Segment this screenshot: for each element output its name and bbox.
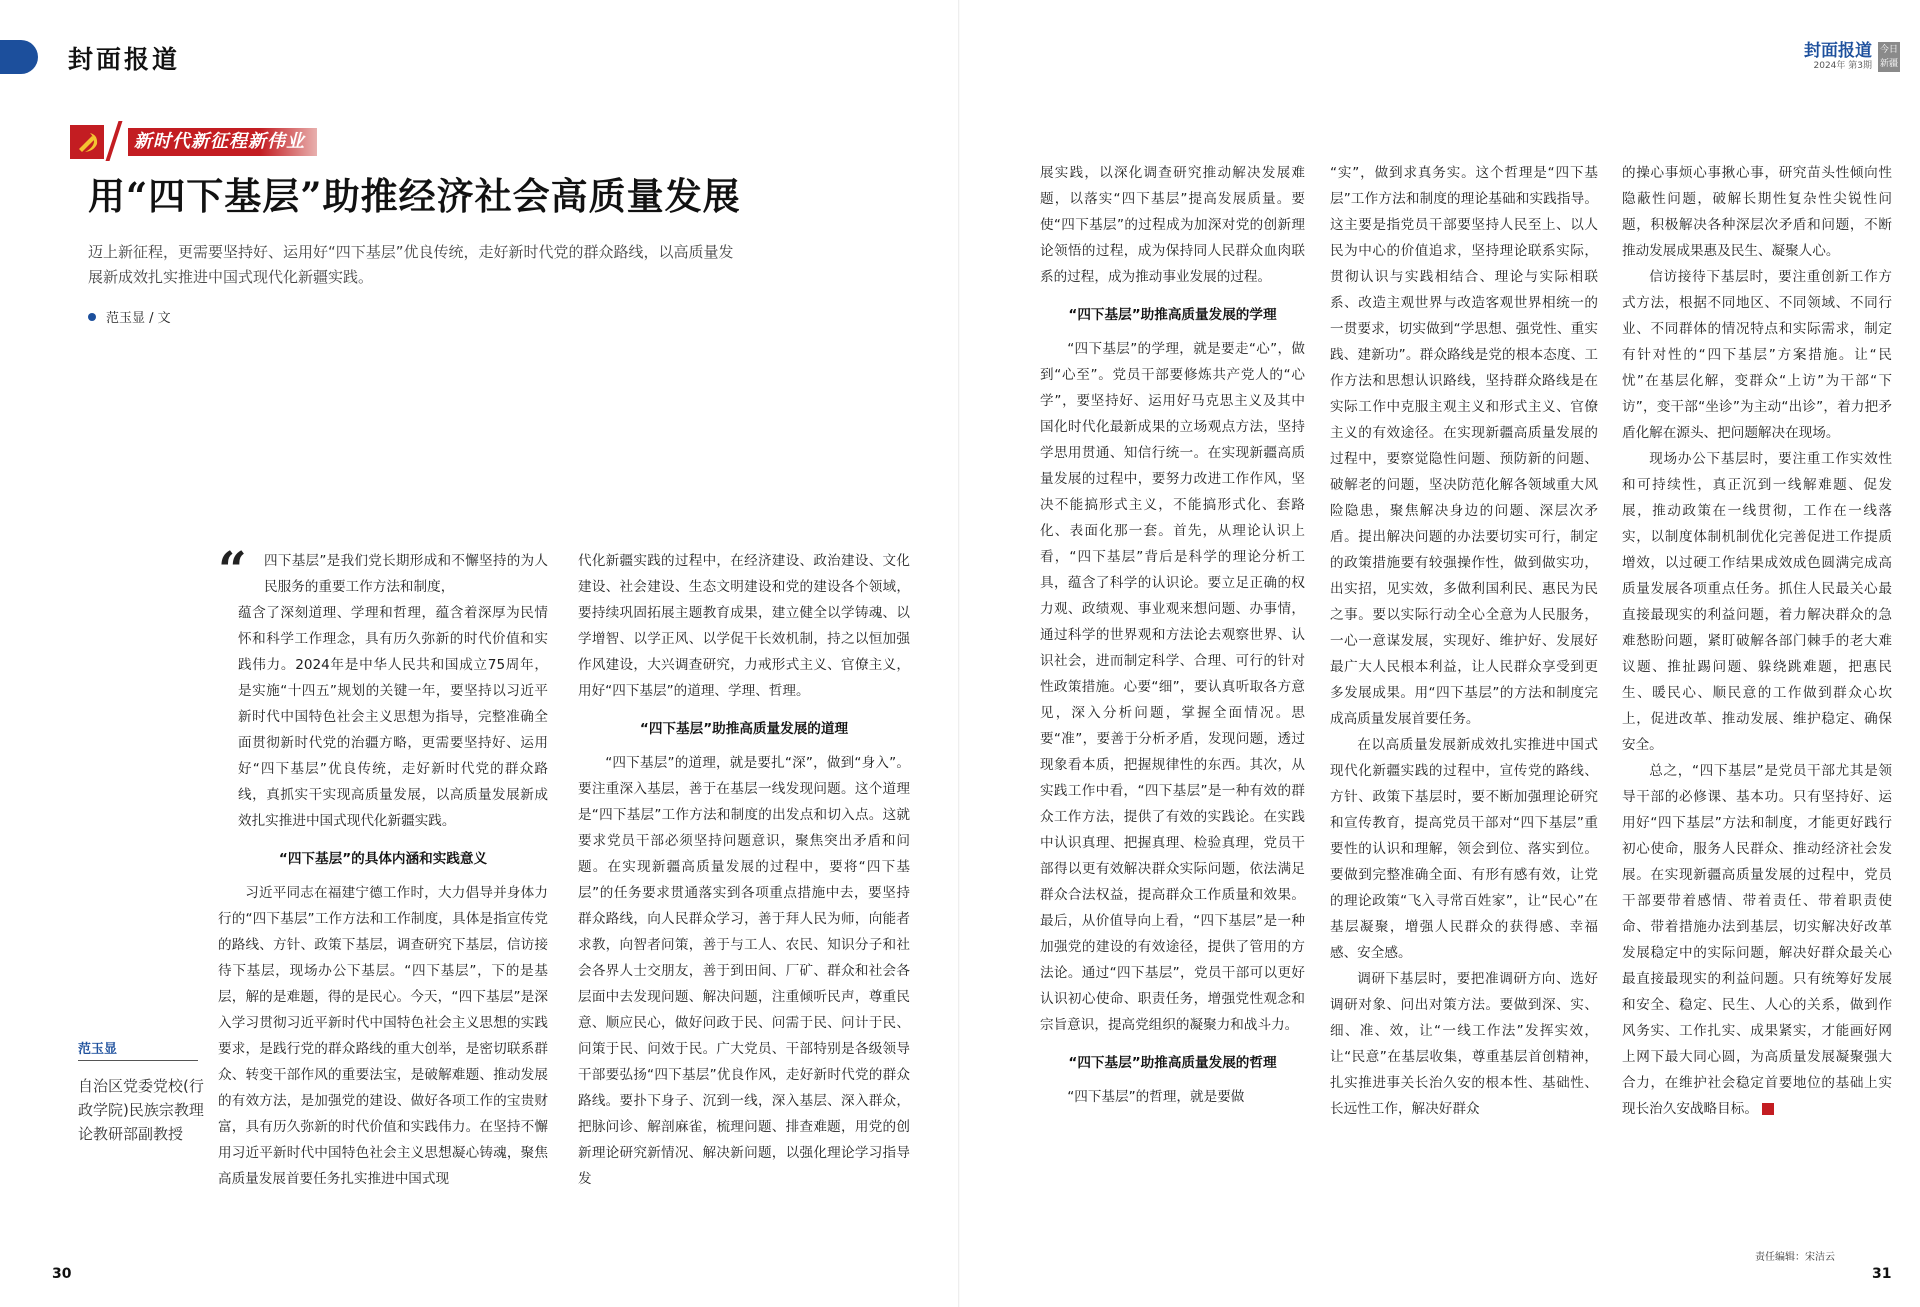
author-description: 自治区党委党校(行政学院)民族宗教理论教研部副教授 <box>78 1077 204 1143</box>
paragraph: “四下基层”的哲理，就是要做 <box>1067 1089 1245 1105</box>
quote-mark-icon: “ <box>218 540 247 599</box>
author-name: 范玉显 <box>78 1042 118 1057</box>
party-emblem-icon <box>70 125 104 159</box>
page-number-left: 30 <box>52 1266 72 1282</box>
column-2 <box>578 548 910 1192</box>
paragraph <box>1622 758 1892 1122</box>
paragraph: 四下基层”是我们党长期形成和不懈坚持的为人民服务的重要工作方法和制度， <box>264 553 548 595</box>
paragraph: 展实践，以深化调查研究推动解决发展难题，以落实“四下基层”提高发展质量。要使“四下基层”的过程成为加深对党的创新理论领悟的过程，成为保持同人民群众血肉联系的过程，成为推动事业发展的过程。 <box>1040 165 1305 285</box>
column-1 <box>218 540 548 1192</box>
paragraph: 代化新疆实践的过程中，在经济建设、政治建设、文化建设、社会建设、生态文明建设和党的建设各个领域，要持续巩固拓展主题教育成果，建立健全以学铸魂、以学增智、以学正风、以学促干长效机制，持之以恒加强作风建设，大兴调查研究，力戒形式主义、官僚主义，用好“四下基层”的道理、学理、哲理。 <box>578 553 910 699</box>
banner-slash <box>106 121 123 161</box>
editor-credit: 责任编辑：宋洁云 <box>1755 1252 1835 1263</box>
column-5 <box>1622 160 1892 1122</box>
subheading: “四下基层”的具体内涵和实践意义 <box>278 851 488 867</box>
paragraph: 在以高质量发展新成效扎实推进中国式现代化新疆实践的过程中，宣传党的路线、方针、政策下基层时，要不断加强理论研究和宣传教育，提高党员干部对“四下基层”重要性的认识和理解，领会到位、落实到位。要做到完整准确全面、有形有感有效，让党的理论政策“飞入寻常百姓家”，让“民心”在基层凝聚，增强人民群众的获得感、幸福感、安全感。 <box>1330 737 1598 961</box>
article-lead: 迈上新征程，更需要坚持好、运用好“四下基层”优良传统，走好新时代党的群众路线，以高质量发展新成效扎实推进中国式现代化新疆实践。 <box>88 243 734 286</box>
section-label: 封面报道 <box>68 45 181 74</box>
paragraph: 调研下基层时，要把准调研方向、选好调研对象、问出对策方法。要做到深、实、细、准、效，让“一线工作法”发挥实效，让“民意”在基层收集，尊重基层首创精神，扎实推进事关长治久安的根本性、基础性、长远性工作，解决好群众 <box>1330 971 1598 1117</box>
page-number-right: 31 <box>1872 1266 1892 1282</box>
paragraph: 的操心事烦心事揪心事，研究苗头性倾向性隐蔽性问题，破解长期性复杂性尖锐性问题，积极解决各种深层次矛盾和问题，不断推动发展成果惠及民生、凝聚人心。 <box>1622 165 1892 259</box>
byline-text: 范玉显 / 文 <box>106 311 171 326</box>
paragraph: “四下基层”的道理，就是要扎“深”，做到“身入”。要注重深入基层，善于在基层一线发现问题。这个道理是“四下基层”工作方法和制度的出发点和切入点。这就要求党员干部必须坚持问题意识，聚焦突出矛盾和问题。在实现新疆高质量发展的过程中，要将“四下基层”的任务要求贯通落实到各项重点措施中去，要坚持群众路线，向人民群众学习，善于拜人民为师，向能者求教，向智者问策，善于与工人、农民、知识分子和社会各界人士交朋友，善于到田间、厂矿、群众和社会各层面中去发现问题、解决问题，注重倾听民声，尊重民意、顺应民心，做好问政于民、问需于民、问计于民、问策于民、问效于民。广大党员、干部特别是各级领导干部要弘扬“四下基层”优良作风，走好新时代党的群众路线。要扑下身子、沉到一线，深入基层、深入群众，把脉问诊、解剖麻雀，梳理问题、排查难题，用党的创新理论研究新情况、解决新问题，以强化理论学习指导发 <box>578 755 910 1187</box>
paragraph: 习近平同志在福建宁德工作时，大力倡导并身体力行的“四下基层”工作方法和工作制度，具体是指宣传党的路线、方针、政策下基层，调查研究下基层，信访接待下基层，现场办公下基层。“四下基层”，下的是基层，解的是难题，得的是民心。今天，“四下基层”是深入学习贯彻习近平新时代中国特色社会主义思想的实践要求，是践行党的群众路线的重大创举，是密切联系群众、转变干部作风的重要法宝，是破解难题、推动发展的有效方法，是加强党的建设、做好各项工作的宝贵财富，具有历久弥新的时代价值和实践伟力。在坚持不懈用习近平新时代中国特色社会主义思想凝心铸魂，聚焦高质量发展首要任务扎实推进中国式现 <box>218 885 548 1187</box>
paragraph: 现场办公下基层时，要注重工作实效性和可持续性，真正沉到一线解难题、促发展，推动政策在一线贯彻，工作在一线落实，以制度体制机制优化完善促进工作提质增效，以过硬工作结果成效成色圆满完成高质量发展各项重点任务。抓住人民最关心最直接最现实的利益问题，着力解决群众的急难愁盼问题，紧盯破解各部门棘手的老大难议题、推扯踢问题、躲绕跳难题，把惠民生、暖民心、顺民意的工作做到群众心坎上，促进改革、推动发展、维护稳定、确保安全。 <box>1622 451 1892 753</box>
magazine-header <box>1804 42 1900 72</box>
paragraph: “四下基层”的学理，就是要走“心”，做到“心至”。党员干部要修炼共产党人的“心学”，要坚持好、运用好马克思主义及其中国化时代化最新成果的立场观点方法，坚持学思用贯通、知信行统一。在实现新疆高质量发展的过程中，要努力改进工作作风，坚决不能搞形式主义，不能搞形式化、套路化、表面化那一套。首先，从理论认识上看，“四下基层”背后是科学的理论分析工具，蕴含了科学的认识论。要立足正确的权力观、政绩观、事业观来想问题、办事情，通过科学的世界观和方法论去观察世界、认识社会，进而制定科学、合理、可行的针对性政策措施。心要“细”，要认真听取各方意见，深入分析问题，掌握全面情况。思要“准”，要善于分析矛盾，发现问题，透过现象看本质，把握规律性的东西。其次，从实践工作中看，“四下基层”是一种有效的群众工作方法，提供了有效的实践论。在实践中认识真理、把握真理、检验真理，党员干部得以更有效解决群众实际问题，依法满足群众合法权益，提高群众工作质量和效果。最后，从价值导向上看，“四下基层”是一种加强党的建设的有效途径，提供了管用的方法论。通过“四下基层”，党员干部可以更好认识初心使命、职责任务，增强党性观念和宗旨意识，提高党组织的凝聚力和战斗力。 <box>1040 341 1305 1033</box>
column-tag: 新时代新征程新伟业 <box>128 128 317 156</box>
byline-dot-icon <box>88 313 96 321</box>
subheading: “四下基层”助推高质量发展的道理 <box>639 721 849 737</box>
byline <box>88 307 171 326</box>
subheading: “四下基层”助推高质量发展的学理 <box>1068 307 1277 323</box>
paragraph: “实”，做到求真务实。这个哲理是“四下基层”工作方法和制度的理论基础和实践指导。这主要是指党员干部要坚持人民至上、以人民为中心的价值追求，坚持理论联系实际，贯彻认识与实践相结合、理论与实际相联系、改造主观世界与改造客观世界相统一的一贯要求，切实做到“学思想、强党性、重实践、建新功”。群众路线是党的根本态度、工作方法和思想认识路线，坚持群众路线是在实际工作中克服主观主义和形式主义、官僚主义的有效途径。在实现新疆高质量发展的过程中，要察觉隐性问题、预防新的问题、破解老的问题，坚决防范化解各领域重大风险隐患，聚焦解决身边的问题、深层次矛盾。提出解决问题的办法要切实可行，制定的政策措施要有较强操作性，做到做实功，出实招，见实效，多做利国利民、惠民为民之事。要以实际行动全心全意为人民服务，一心一意谋发展，实现好、维护好、发展好最广大人民根本利益，让人民群众享受到更多发展成果。用“四下基层”的方法和制度完成高质量发展首要任务。 <box>1330 165 1598 727</box>
paragraph-text: 总之，“四下基层”是党员干部尤其是领导干部的必修课、基本功。只有坚持好、运用好“四下基层”方法和制度，才能更好践行初心使命，服务人民群众、推动经济社会发展。在实现新疆高质量发展的过程中，党员干部要带着感情、带着责任、带着职责使命、带着措施办法到基层，切实解决好改革发展稳定中的实际问题，解决好群众最关心最直接最现实的利益问题。只有统筹好发展和安全、稳定、民生、人心的关系，做到作风务实、工作扎实、成果紧实，才能画好网上网下最大同心圆，为高质量发展凝聚强大合力，在维护社会稳定首要地位的基础上实现长治久安战略目标。 <box>1622 763 1892 1117</box>
article-title: 用“四下基层”助推经济社会高质量发展 <box>88 174 741 218</box>
magazine-title: 封面报道 <box>1804 41 1872 61</box>
subheading: “四下基层”助推高质量发展的哲理 <box>1068 1055 1277 1071</box>
magazine-badge: 今日新疆 <box>1878 42 1900 72</box>
author-divider <box>78 1060 198 1061</box>
column-3 <box>1040 160 1305 1110</box>
paragraph: 信访接待下基层时，要注重创新工作方式方法，根据不同地区、不同领域、不同行业、不同群体的情况特点和实际需求，制定有针对性的“四下基层”方案措施。让“民忧”在基层化解，变群众“上访”为干部“下访”，变干部“坐诊”为主动“出诊”，着力把矛盾化解在源头、把问题解决在现场。 <box>1622 269 1892 441</box>
paragraph: 蕴含了深刻道理、学理和哲理，蕴含着深厚为民情怀和科学工作理念，具有历久弥新的时代价值和实践伟力。2024年是中华人民共和国成立75周年，是实施“十四五”规划的关键一年，要坚持以习近平新时代中国特色社会主义思想为指导，完整准确全面贯彻新时代党的治疆方略，更需要坚持好、运用好“四下基层”优良传统，走好新时代党的群众路线，真抓实干实现高质量发展，以高质量发展新成效扎实推进中国式现代化新疆实践。 <box>238 605 548 829</box>
section-tab <box>0 40 38 74</box>
column-4 <box>1330 160 1598 1122</box>
end-mark-icon: J <box>1762 1103 1774 1115</box>
issue-label: 2024年 第3期 <box>1813 61 1872 71</box>
